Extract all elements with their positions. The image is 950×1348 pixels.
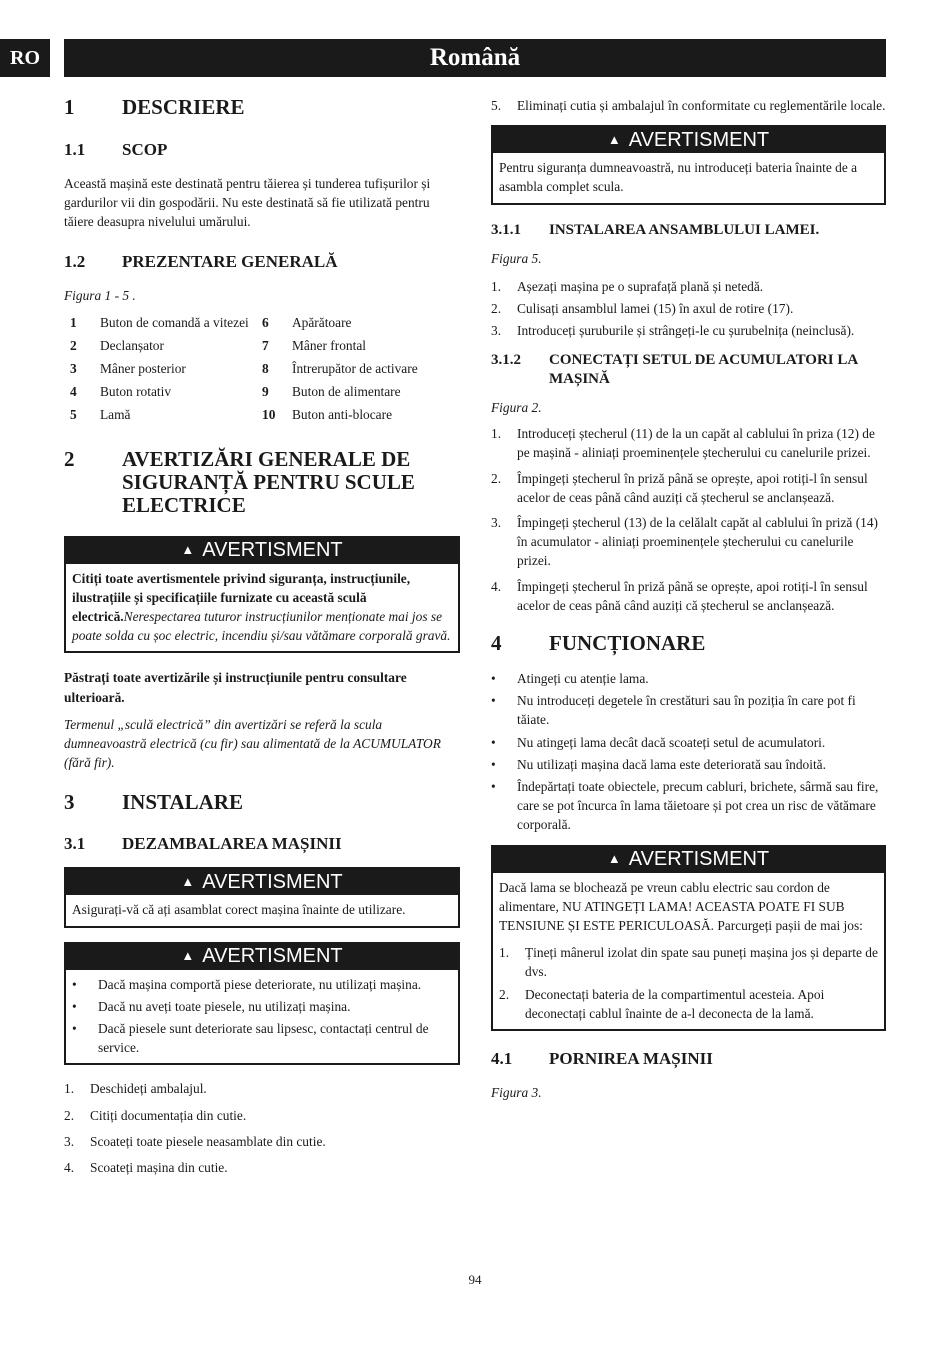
parts-list-item: 2 Declanșator bbox=[70, 337, 164, 353]
blade-install-steps bbox=[491, 277, 886, 341]
bullet-icon: • bbox=[491, 671, 496, 687]
bullet-item: • Dacă nu aveți toate piesele, nu utilizați mașina. bbox=[72, 997, 452, 1016]
warning-triangle-icon: ▲ bbox=[607, 851, 621, 867]
bullet-icon: • bbox=[491, 693, 496, 709]
parts-list-item: 7 Mâner frontal bbox=[262, 337, 366, 353]
section-4-heading: 4 FUNCȚIONARE bbox=[491, 631, 706, 656]
list-item: 4. Împingeți ștecherul în priză până se oprește, apoi rotiți-l în sensul acelor de ceas până când auziți că ștecherul se anclanșează. bbox=[491, 578, 868, 613]
parts-list-item: 3 Mâner posterior bbox=[70, 360, 186, 376]
warning-steps-list bbox=[499, 943, 878, 1023]
warning-body bbox=[66, 564, 458, 652]
section-1-2-heading: 1.2 PREZENTARE GENERALĂ bbox=[64, 251, 338, 271]
page-title: Română bbox=[64, 39, 886, 77]
left-column bbox=[64, 92, 460, 1177]
unpack-step-5 bbox=[491, 96, 886, 115]
list-item: 2. Deconectați bateria de la compartimentul acesteia. Apoi deconectați cablul înainte de a-l deconecta de la lamă. bbox=[499, 986, 825, 1021]
warning-triangle-icon: ▲ bbox=[181, 873, 195, 889]
list-item: 3. Scoateți toate piesele neasamblate din cutie. bbox=[64, 1133, 326, 1149]
section-3-1-1-heading: 3.1.1 INSTALAREA ANSAMBLULUI LAMEI. bbox=[491, 221, 820, 238]
warning-box-blade-cable bbox=[491, 845, 886, 1031]
list-item: 2. Culisați ansamblul lamei (15) în axul de rotire (17). bbox=[491, 300, 794, 316]
bullet-item: • Nu introduceți degetele în crestături sau în poziția în care pot fi tăiate. bbox=[491, 691, 886, 729]
warning-body: Asigurați-vă că ați asamblat corect mașina înainte de utilizare. bbox=[72, 902, 406, 918]
warning-box-battery bbox=[491, 125, 886, 204]
right-column bbox=[491, 96, 886, 1102]
section-1-1-heading: 1.1 SCOP bbox=[64, 140, 168, 159]
warning-triangle-icon: ▲ bbox=[181, 948, 195, 964]
parts-list-item: 6 Apărătoare bbox=[262, 314, 352, 330]
list-item: 1. Așezați mașina pe o suprafață plană și netedă. bbox=[491, 278, 764, 294]
section-3-heading: 3 INSTALARE bbox=[64, 790, 243, 815]
section-3-1-heading: 3.1 DEZAMBALAREA MAȘINII bbox=[64, 834, 342, 854]
bullet-item: • Nu atingeți lama decât dacă scoateți setul de acumulatori. bbox=[491, 733, 886, 752]
list-item: 3. Introduceți șuruburile și strângeți-le cu șurubelnița (neinclusă). bbox=[491, 323, 855, 339]
section-2-heading: 2 AVERTIZĂRI GENERALE DE SIGURANȚĂ PENTRU SCULE ELECTRICE bbox=[64, 446, 415, 517]
page-number: 94 bbox=[468, 1272, 482, 1287]
term-definition-text: Termenul „sculă electrică” din avertizări se referă la scula dumneavoastră electrică (cu fir) sau alimentată de la ACUMULATOR (fără fir). bbox=[64, 716, 441, 771]
figure-ref-5: Figura 5. bbox=[491, 250, 542, 266]
list-item: 1. Țineți mânerul izolat din spate sau puneți mașina jos și departe de dvs. bbox=[499, 945, 878, 980]
bullet-item: • Nu utilizați mașina dacă lama este deteriorată sau îndoită. bbox=[491, 755, 886, 774]
figure-ref-2: Figura 2. bbox=[491, 400, 542, 416]
list-item: 2. Citiți documentația din cutie. bbox=[64, 1107, 247, 1123]
bullet-icon: • bbox=[491, 734, 496, 750]
list-item: 1. Introduceți ștecherul (11) de la un capăt al cablului în priza (12) de pe mașină - aliniați proeminențele ștecherului cu canelurile prizei. bbox=[491, 426, 875, 461]
bullet-icon: • bbox=[491, 779, 496, 795]
section-3-1-2-heading: 3.1.2 CONECTAȚI SETUL DE ACUMULATORI LA MAȘINĂ bbox=[491, 352, 858, 388]
language-tab: RO bbox=[0, 39, 50, 77]
warning-box-assembly bbox=[64, 867, 460, 927]
list-item: 1. Deschideți ambalajul. bbox=[64, 1081, 207, 1097]
bullet-icon: • bbox=[72, 1021, 77, 1037]
figure-ref-1-5: Figura 1 - 5 . bbox=[64, 287, 136, 303]
warning-box-general bbox=[64, 536, 460, 654]
parts-list-item: 5 Lamă bbox=[70, 406, 131, 422]
purpose-text: Această mașină este destinată pentru tăierea și tunderea tufișurilor și gardurilor vii din gospodării. Nu este destinată să fie utilizată pentru tăiere deasupra nivelului umărului. bbox=[64, 176, 431, 230]
parts-list-item: 8 Întrerupător de activare bbox=[262, 360, 418, 376]
parts-list-item: 1 Buton de comandă a vitezei bbox=[70, 314, 249, 330]
warning-header: ▲ AVERTISMENT bbox=[66, 944, 458, 970]
list-item: 2. Împingeți ștecherul în priză până se oprește, apoi rotiți-l în sensul acelor de ceas până când auziți că ștecherul se anclanșează. bbox=[491, 470, 868, 505]
bullet-item: • Dacă mașina comportă piese deteriorate, nu utilizați mașina. bbox=[72, 975, 452, 994]
warning-header: ▲ AVERTISMENT bbox=[66, 538, 458, 564]
section-1-heading: 1 DESCRIERE bbox=[64, 95, 245, 119]
warning-body bbox=[493, 873, 884, 1029]
warning-triangle-icon: ▲ bbox=[607, 131, 621, 147]
warning-triangle-icon: ▲ bbox=[181, 542, 195, 558]
bullet-icon: • bbox=[491, 756, 496, 772]
warning-body: Pentru siguranța dumneavoastră, nu introduceți bateria înainte de a asambla complet scula. bbox=[499, 160, 858, 195]
unpack-steps-list bbox=[64, 1079, 460, 1177]
list-item: 4. Scoateți mașina din cutie. bbox=[64, 1160, 228, 1176]
battery-connect-steps bbox=[491, 424, 886, 615]
parts-list-item: 10 Buton anti-blocare bbox=[262, 406, 393, 422]
bullet-item: • Dacă piesele sunt deteriorate sau lipsesc, contactați centrul de service. bbox=[72, 1019, 452, 1057]
warning-header: ▲ AVERTISMENT bbox=[493, 847, 884, 873]
figure-ref-3: Figura 3. bbox=[491, 1085, 542, 1101]
operation-bullet-list bbox=[491, 669, 886, 835]
parts-list-item: 4 Buton rotativ bbox=[70, 383, 172, 399]
bullet-item: • Atingeți cu atenție lama. bbox=[491, 669, 886, 688]
parts-list bbox=[64, 313, 460, 428]
section-4-1-heading: 4.1 PORNIREA MAȘINII bbox=[491, 1049, 713, 1069]
parts-list-right bbox=[262, 313, 460, 428]
warning-bold-text: Citiți toate avertismentele privind siguranța, instrucțiunile, ilustrațiile și specificațiile furnizate cu această sculă electrică. bbox=[72, 570, 411, 625]
list-item: 5. Eliminați cutia și ambalajul în conformitate cu reglementările locale. bbox=[491, 98, 886, 113]
keep-instructions-text: Păstrați toate avertizările și instrucțiunile pentru consultare ulterioară. bbox=[64, 670, 407, 705]
warning-header: ▲ AVERTISMENT bbox=[493, 127, 884, 153]
warning-box-parts bbox=[64, 942, 460, 1066]
bullet-item: • Îndepărtați toate obiectele, precum cabluri, brichete, sârmă sau fire, care se pot încurca în lama tăietoare și pot crea un risc de vătămare corporală. bbox=[491, 777, 886, 835]
warning-italic-text: Nerespectarea tuturor instrucțiunilor menționate mai jos se poate solda cu șoc electric, incendiu și/sau vătămare corporală gravă. bbox=[72, 609, 451, 644]
warning-bullet-list bbox=[72, 975, 452, 1058]
warning-body bbox=[66, 970, 458, 1064]
warning-text: Dacă lama se blochează pe vreun cablu electric sau cordon de alimentare, NU ATINGEȚI LAMA! ACEASTA POATE FI SUB TENSIUNE ȘI ESTE PERICULOASĂ. Parcurgeți pașii de mai jos: bbox=[499, 879, 863, 934]
warning-header: ▲ AVERTISMENT bbox=[66, 869, 458, 895]
bullet-icon: • bbox=[72, 976, 77, 992]
parts-list-item: 9 Buton de alimentare bbox=[262, 383, 401, 399]
parts-list-left bbox=[64, 313, 262, 428]
list-item: 3. Împingeți ștecherul (13) de la celălalt capăt al cablului în priză (14) în acumulator - aliniați proeminențele ștecherului cu canelurile prizei. bbox=[491, 515, 879, 569]
bullet-icon: • bbox=[72, 998, 77, 1014]
